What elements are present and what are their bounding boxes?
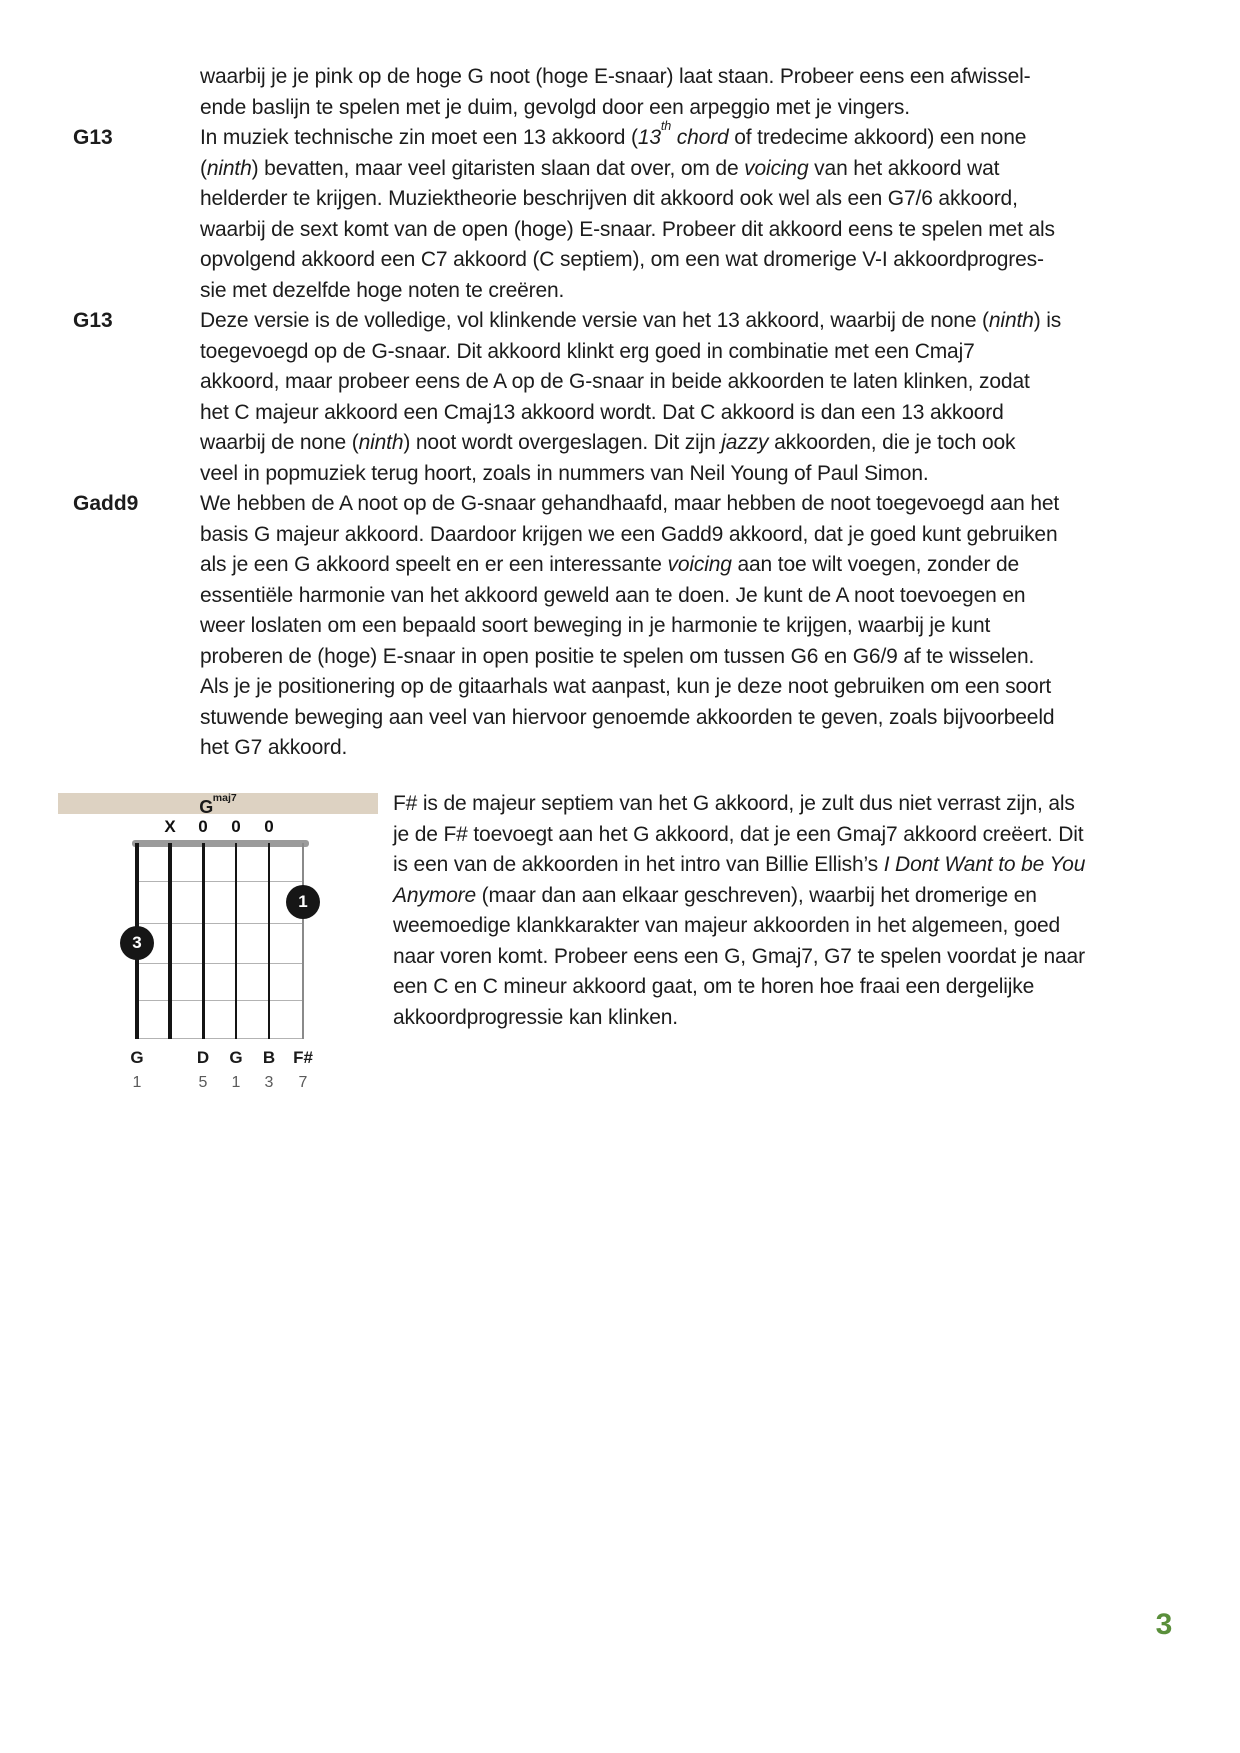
text-line: essentiële harmonie van het akkoord geweld aan te doen. Je kunt de A noot toevoegen en — [200, 583, 1026, 607]
text-line: sie met dezelfde hoge noten te creëren. — [200, 278, 565, 302]
text-line: helderder te krijgen. Muziektheorie beschrijven dit akkoord ook wel als een G7/6 akkoord, — [200, 187, 1018, 210]
text-line: als je een G akkoord speelt en er een interessante voicing aan toe wilt voegen, zonder de — [200, 553, 1020, 576]
string-line — [302, 843, 304, 1039]
string-line — [202, 843, 205, 1039]
chord-name-label: $G^{maj7}$ — [199, 792, 237, 817]
paragraph — [73, 306, 1061, 489]
text-line: opvolgend akkoord een C7 akkoord (C septiem), om een wat dromerige V-I akkoordprogres- — [200, 248, 1044, 271]
text-line: het G7 akkoord. — [200, 736, 348, 759]
body-text-block — [73, 62, 1061, 764]
fret-line — [137, 923, 304, 924]
caption-line: je de F# toevoegt aan het G akkoord, dat je een Gmaj7 akkoord creëert. Dit — [393, 822, 1084, 846]
finger-dot: 3 — [120, 926, 154, 960]
fret-line — [137, 1000, 304, 1001]
figure-caption — [393, 789, 1085, 1033]
open-string-marker: 0 — [264, 817, 274, 836]
open-string-marker: 0 — [231, 817, 241, 836]
caption-line: naar voren komt. Probeer eens een G, Gmaj7, G7 te spelen voordat je naar — [393, 944, 1085, 968]
string-line — [268, 843, 270, 1039]
caption-line: is een van de akkoorden in het intro van Billie Ellish’s I Dont Want to be You — [393, 853, 1086, 876]
note-name-label: G — [130, 1048, 144, 1067]
text-line: basis G majeur akkoord. Daardoor krijgen we een Gadd9 akkoord, dat je goed kunt gebruiken — [200, 522, 1058, 546]
text-line: Als je je positionering op de gitaarhals wat aanpast, kun je deze noot gebruiken om een soort — [200, 675, 1052, 698]
note-name-label: G — [229, 1048, 243, 1067]
caption-line: een C en C mineur akkoord gaat, om te horen hoe fraai een dergelijke — [393, 975, 1035, 998]
muted-string-marker: X — [164, 817, 176, 836]
text-line: In muziek technische zin moet een 13 akkoord (13th chord of tredecime akkoord) een none — [200, 119, 1027, 149]
interval-number-label: 7 — [298, 1074, 308, 1091]
text-line: (ninth) bevatten, maar veel gitaristen slaan dat over, om de voicing van het akkoord wat — [200, 156, 1000, 180]
interval-number-label: 5 — [198, 1074, 208, 1091]
interval-number-label: 1 — [231, 1074, 241, 1091]
text-line: ende baslijn te spelen met je duim, gevolgd door een arpeggio met je vingers. — [200, 95, 910, 119]
paragraph-lines — [200, 119, 1055, 306]
text-line: weer loslaten om een bepaald soort beweging in je harmonie te krijgen, waarbij je kunt — [200, 614, 991, 637]
interval-number-label: 3 — [264, 1074, 274, 1091]
text-line: waarbij je je pink op de hoge G noot (hoge E-snaar) laat staan. Probeer eens een afwissel- — [200, 65, 1031, 88]
margin-chord-label: Gadd9 — [73, 492, 139, 515]
paragraph — [73, 489, 1061, 764]
paragraph — [73, 119, 1061, 306]
note-name-label: F# — [293, 1048, 313, 1067]
nut-bar — [132, 840, 309, 847]
text-line: We hebben de A noot op de G-snaar gehandhaafd, maar hebben de noot toegevoegd aan het — [200, 492, 1060, 515]
caption-line: Anymore (maar dan aan elkaar geschreven), waarbij het dromerige en — [393, 883, 1037, 907]
paragraph-lines — [200, 62, 1031, 123]
text-line: waarbij de sext komt van de open (hoge) E-snaar. Probeer dit akkoord eens te spelen met als — [200, 217, 1055, 241]
paragraph — [73, 62, 1061, 123]
note-name-label: B — [262, 1048, 276, 1067]
interval-number-label: 1 — [132, 1074, 142, 1091]
text-line: stuwende beweging aan veel van hiervoor genoemde akkoorden te geven, zoals bijvoorbeeld — [200, 705, 1055, 729]
text-line: het C majeur akkoord een Cmaj13 akkoord wordt. Dat C akkoord is dan een 13 akkoord — [200, 400, 1004, 424]
caption-line: weemoedige klankkarakter van majeur akkoorden in het algemeen, goed — [393, 914, 1061, 937]
finger-dot: 1 — [286, 885, 320, 919]
margin-chord-label: G13 — [73, 126, 113, 149]
paragraph-lines — [200, 489, 1059, 764]
text-line: waarbij de none (ninth) noot wordt overgeslagen. Dit zijn jazzy akkoorden, die je toch ook — [200, 431, 1016, 454]
note-name-label: D — [196, 1048, 210, 1067]
text-line: proberen de (hoge) E-snaar in open positie te spelen om tussen G6 en G6/9 af te wisselen. — [200, 644, 1035, 668]
fret-line — [137, 963, 304, 964]
text-line: akkoord, maar probeer eens de A op de G-snaar in beide akkoorden te laten klinken, zodat — [200, 370, 1030, 393]
fret-line — [137, 881, 304, 882]
chord-diagram-gmaj7 — [58, 793, 378, 1095]
open-string-marker: 0 — [198, 817, 208, 836]
caption-line: F# is de majeur septiem van het G akkoord, je zult dus niet verrast zijn, als — [393, 792, 1075, 815]
margin-chord-label: G13 — [73, 309, 113, 332]
text-line: veel in popmuziek terug hoort, zoals in nummers van Neil Young of Paul Simon. — [200, 461, 929, 485]
text-line: Deze versie is de volledige, vol klinkende versie van het 13 akkoord, waarbij de none (ninth) is — [200, 309, 1062, 332]
string-line — [235, 843, 238, 1039]
text-line: toegevoegd op de G-snaar. Dit akkoord klinkt erg goed in combinatie met een Cmaj7 — [200, 339, 975, 363]
page-number: 3 — [1155, 1608, 1173, 1641]
paragraph-lines — [200, 306, 1061, 489]
chord-header-bar — [58, 792, 378, 817]
caption-line: akkoordprogressie kan klinken. — [393, 1005, 678, 1029]
string-line — [168, 843, 172, 1039]
fret-line — [137, 1038, 304, 1039]
